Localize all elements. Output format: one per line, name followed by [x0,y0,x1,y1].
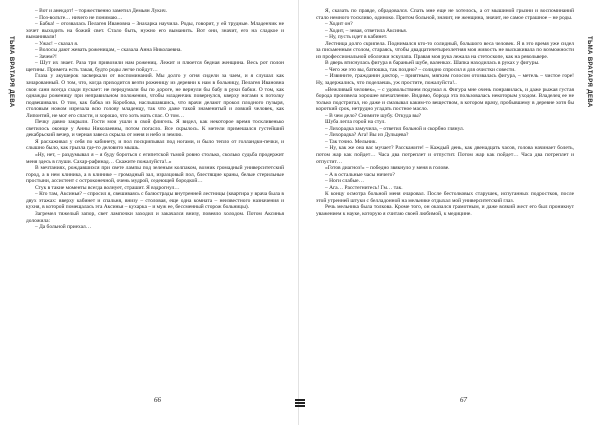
paragraph: – Ходит он? [325,21,353,28]
running-head-right [584,36,596,156]
left-page-number: 66 [154,396,161,404]
paragraph: «Вежливый человек», – с удовольствием подумал я. Фигура мне очень понравилась, и даже рыжая густая борода произвела хорошее впечатление. Видимо, борода эта пользовалась некоторым уходом. Владелец ее не только подстригал, но даже и смазывал каким-то веществом, в котором врачу, пробывшему в деревне хотя бы короткий срок, нетрудно угадать постное масло. [316,86,574,113]
paragraph: В дверь втиснулась фигура в бараньей шубе, валенках. Шапка находилась в руках у фигуры. [325,60,540,67]
running-head-right-text: ТЬМА ВРАТАРЯ ДЕВА [586,36,592,108]
paragraph: – Чего же это вы, батюшка, так поздно? – солидно спросил я для очистки совести. [325,66,516,73]
page-gutter [298,0,299,425]
paragraph: – Так точно. Мельник. [325,138,377,145]
right-page-number: 67 [460,396,467,404]
paragraph: Речь мельника была толкова. Кроме того, он оказался грамотным, и даже всякий жест его был проникнут уважением к науке, которую я считаю своей любимой, к медицине. [316,204,574,217]
paragraph: – Волосы дают жевать роженицам, – сказала Анна Николаевна. [35,47,182,54]
menu-button[interactable] [292,396,308,410]
paragraph: – Зачем?! [35,53,57,60]
paragraph: Я, сказать по правде, обрадовался. Спать мне еще не хотелось, а от мышиной грызни и воспоминаний стало немного тоскливо, одиноко. Притом больной, значит, не женщина, значит, не самое страшное – не роды. [316,8,574,21]
paragraph: – Извините, гражданин доктор, – приятным, мягким голосом отозвалась фигура, – метель – чистое горе! Ну, задержались, что поделаешь, уж простите, пожалуйста!.. [316,73,574,87]
paragraph: Лестница долго скрипела. Поднимался кто-то солидный, большого веса человек. Я в это время уже сидел за письменным столом, стараясь, чтобы двадцатичетырехлетняя моя живость не выскакивала по возможности из профессиональной оболочки эскулапа. Правая моя рука лежала на стетоскопе, как на револьвере. [316,40,574,60]
paragraph: – Да больной приехал… [35,224,92,231]
paragraph: «Готов диагноз!» – победно звякнуло у меня в голове. [325,165,450,172]
paragraph: – Ну, как же она вас мучает? Расскажите! – Каждый день, как двенадцать часов, голова начинает болеть, потом жар как пойдет… Часа два потреплет и отпустит. Потом жар как пойдет… Часа два потреплет и отпустит… [316,145,574,165]
paragraph: Глаза у акушерок засверкали от воспоминаний. Мы долго у огня сидели за чаем, и я слушал как зачарованный. О том, что, когда приходится везти роженицу из деревни к нам в больницу, Пелагея Ивановна свои сани всегда сзади пускает: не передумали бы по дороге, не вернули бы бабу в руки бабки. О том, как однажды роженицу при неправильном положении, чтобы младенчик повернулся, кверху ногами к потолку подвешивали. О том, как бабка из Коробова, наслышавшись, что врачи делают прокол плодного пузыря, столовым ножом изрезала всю голову младенцу, так что даже такой знаменитый и ловкий человек, как Липонтий, не мог его спасти, и хорошо, что хоть мать спас. О том… [26,73,284,119]
paragraph: – Вот и анекдот! – торжественно заметил Демьян Лукич. [35,8,167,14]
paragraph: – Бабка! – отозвалась Пелагея Ивановна – Знахарка научила. Роды, говорит, у ей трудные. Младенчик не хочет выходить на божий свет. Стало быть, нужно его выманить. Вот они, значит, его на сладкое и выманивали! [26,21,284,41]
paragraph: – Ну, пусть идет в кабинет. [325,34,388,41]
left-page-text [26,8,284,231]
paragraph: – Ага… Расстегнитесь! Гм… так. [325,184,403,191]
right-page-text [316,8,574,218]
paragraph: «Ну, нет, – раздумывал я – я буду бороться с египетской тьмой ровно столько, сколько судьба продержит меня здесь в глуши. Сахар-рафинад… Скажите пожалуйста!..» [26,152,284,165]
paragraph: – А в остальные часы ничего? [325,171,395,178]
paragraph: – Ходит, – зевая, ответила Аксинья. [325,27,408,34]
paragraph: – Шут их знает. Раза три привозили нам рожениц. Лежит и плюется бедная женщина. Весь рот полон щетины. Примета есть такая, будто роды легче пойдут… [26,60,284,73]
running-head-left [6,36,20,156]
running-head-left-text: ТЬМА ВРАТАРЯ ДЕВА [8,36,14,108]
paragraph: – Лихорадка? Ага! Вы из Дульцева? [325,132,409,139]
paragraph: Печку давно закрыли. Гости мои ушли в свой флигель. Я видел, как некоторое время тоскливенько светилось оконце у Анны Николаевны, потом погасло. Все скрылось. К метели примешался густейший декабрьский вечер, и черная завеса скрыла от меня и небо и землю. [26,119,284,139]
paragraph: – Кто там, Аксинья? – спросил я, свешиваясь с балюстрады внутренней лестницы (квартира у врача была в двух этажах: вверху кабинет и спальня, внизу – столовая, еще одна комната – неизвестного назначения и кухня, в которой помещалась эта Аксинья – кухарка – и муж ее, бессменный сторож больницы). [26,191,284,211]
paragraph: – В чем дело? Снимите шубу. Откуда вы? [325,112,422,119]
paragraph: Я расхаживал у себя по кабинету, и пол поскрипывал под ногами, и было тепло от голландки-печки, и слышно было, как грызла где-то деловито мышь. [26,138,284,152]
paragraph: – Поз-волъте… ничего не понимаю… [35,14,123,21]
paragraph: Загремел тяжелый запор, свет лампочки заходил и закачался внизу, повеяло холодом. Потом Аксинья доложила: [26,210,284,224]
paragraph: Шуба легла горой на стул. [325,119,386,126]
paragraph: – Ноги слабые… [325,178,365,185]
paragraph: В мечтаниях, рождавшихся при свете лампы под зеленым колпаком, возник громадный университетский город, а в нем клиника, а в клинике – громадный зал, изразцовый пол, блестящие краны, белые стерильные простыни, ассистент с остроконечной, очень мудрой, седеющей бородкой… [26,165,284,185]
left-page [4,0,298,425]
right-page [302,0,596,425]
paragraph: – Лихорадка замучила, – ответил больной и скорбно глянул. [325,125,465,132]
paragraph: – Ужас! – сказал я. [35,40,79,47]
paragraph: К концу осмотра больной меня очаровал. После бестолковых старушек, испуганных подростков, после этой утренней штуки с белладонной на мельнике отдыхал мой университетский глаз. [316,191,574,204]
paragraph: Стук в такие моменты всегда волнует, страшит. Я вздрогнул… [35,184,180,191]
